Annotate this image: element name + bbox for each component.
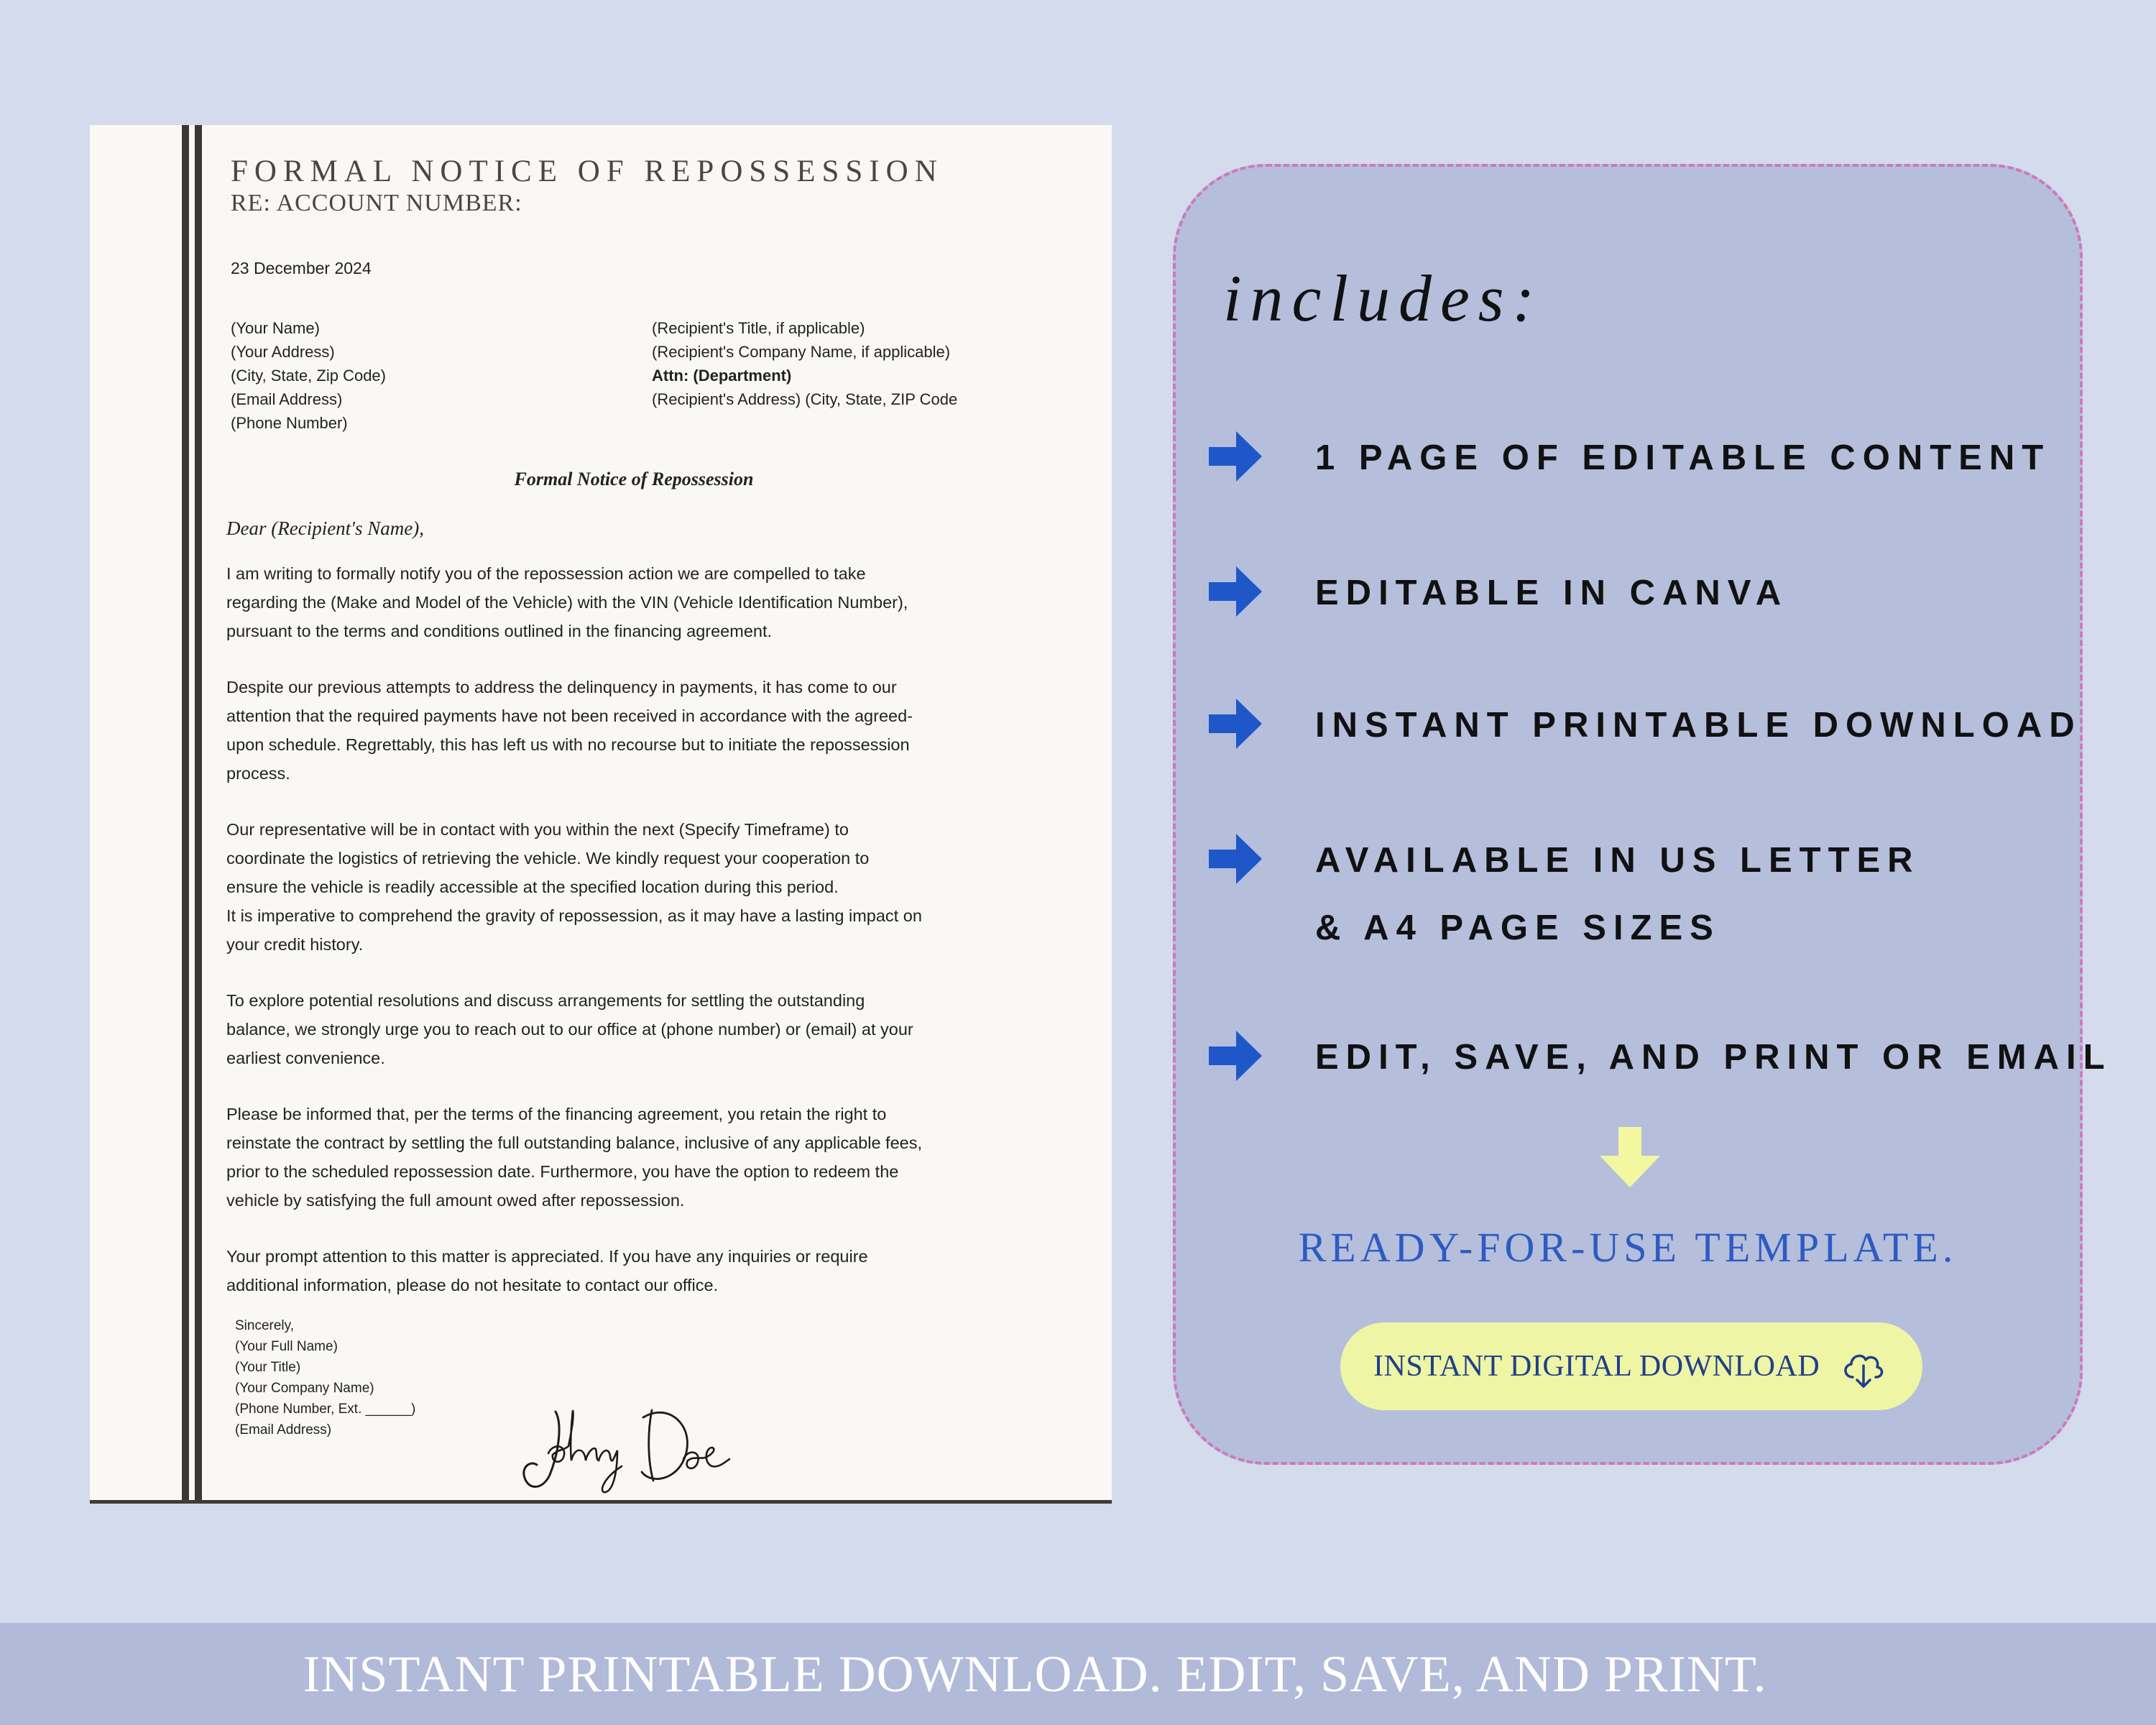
right-arrow-icon — [1209, 699, 1262, 749]
letter-date: 23 December 2024 — [231, 259, 372, 277]
body-line: process. — [226, 764, 290, 783]
body-line: coordinate the logistics of retrieving the vehicle. We kindly request your cooperation to — [226, 849, 870, 868]
body-line: Our representative will be in contact with you within the next (Specify Timeframe) to — [226, 820, 849, 839]
ready-tagline: READY-FOR-USE TEMPLATE. — [1298, 1224, 1958, 1271]
closing-line: (Email Address) — [235, 1422, 332, 1438]
body-line: reinstate the contract by settling the full outstanding balance, inclusive of any applicable fees, — [226, 1133, 923, 1152]
body-line: additional information, please do not hesitate to contact our office. — [226, 1276, 719, 1294]
feature-label-continued: & A4 PAGE SIZES — [1315, 908, 1720, 947]
body-paragraph — [226, 1100, 1038, 1215]
body-line: I am writing to formally notify you of the repossession action we are compelled to take — [226, 564, 866, 583]
sender-address-block — [231, 316, 386, 435]
document-title: FORMAL NOTICE OF REPOSSESSION — [231, 155, 944, 188]
body-line: prior to the scheduled repossession date. Furthermore, you have the option to redeem the — [226, 1162, 899, 1181]
body-paragraph — [226, 986, 1038, 1072]
body-line: your credit history. — [226, 935, 364, 954]
instant-download-button[interactable] — [1340, 1322, 1922, 1410]
right-arrow-icon — [1209, 1031, 1262, 1081]
includes-panel — [1173, 164, 2112, 1465]
includes-heading: includes: — [1223, 262, 1544, 335]
feature-label: INSTANT PRINTABLE DOWNLOAD — [1315, 706, 2082, 745]
body-line: Your prompt attention to this matter is appreciated. If you have any inquiries or require — [226, 1247, 868, 1266]
recipient-line: (Recipient's Address) (City, State, ZIP Code — [652, 390, 958, 408]
sender-line: (Phone Number) — [231, 414, 348, 432]
left-border-bar — [195, 125, 202, 1500]
document-page — [90, 125, 1112, 1504]
feature-label: AVAILABLE IN US LETTER — [1315, 841, 1920, 880]
body-paragraph — [226, 673, 1038, 788]
closing-line: (Phone Number, Ext. ______) — [235, 1402, 416, 1417]
account-number-line: RE: ACCOUNT NUMBER: — [231, 190, 522, 216]
closing-line: (Your Company Name) — [235, 1381, 374, 1396]
footer-banner — [0, 1623, 2156, 1725]
closing-line: (Your Title) — [235, 1360, 301, 1375]
body-line: Despite our previous attempts to address the delinquency in payments, it has come to our — [226, 678, 897, 696]
sender-line: (City, State, Zip Code) — [231, 367, 386, 385]
recipient-line: (Recipient's Title, if applicable) — [652, 319, 865, 337]
closing-block — [235, 1315, 415, 1440]
footer-text: INSTANT PRINTABLE DOWNLOAD. EDIT, SAVE, AND PRINT. — [303, 1645, 1767, 1703]
right-arrow-icon — [1209, 566, 1262, 617]
letter-subject: Formal Notice of Repossession — [514, 469, 754, 489]
right-arrow-icon — [1209, 431, 1262, 482]
download-button-label: INSTANT DIGITAL DOWNLOAD — [1373, 1350, 1820, 1383]
closing-line: (Your Full Name) — [235, 1339, 338, 1354]
handwritten-signature — [521, 1403, 751, 1496]
feature-label: 1 PAGE OF EDITABLE CONTENT — [1315, 438, 2051, 477]
feature-label: EDITABLE IN CANVA — [1315, 574, 1789, 612]
recipient-address-block — [652, 316, 957, 411]
body-line: attention that the required payments have not been received in accordance with the agreed- — [226, 707, 913, 725]
cloud-download-icon — [1840, 1344, 1886, 1390]
body-line: vehicle by satisfying the full amount owed after repossession. — [226, 1191, 685, 1210]
body-line: pursuant to the terms and conditions outlined in the financing agreement. — [226, 622, 773, 640]
body-line: regarding the (Make and Model of the Vehicle) with the VIN (Vehicle Identification Number), — [226, 593, 908, 612]
sender-line: (Your Name) — [231, 319, 320, 337]
sender-line: (Your Address) — [231, 343, 335, 361]
right-arrow-icon — [1209, 834, 1262, 884]
down-arrow-icon — [1600, 1127, 1660, 1187]
feature-label: EDIT, SAVE, AND PRINT OR EMAIL — [1315, 1038, 2112, 1077]
body-line: To explore potential resolutions and discuss arrangements for settling the outstanding — [226, 991, 865, 1010]
left-border-bar — [182, 125, 189, 1500]
body-line: upon schedule. Regrettably, this has left us with no recourse but to initiate the repossession — [226, 735, 910, 754]
body-line: earliest convenience. — [226, 1049, 385, 1067]
body-line: It is imperative to comprehend the gravity of repossession, as it may have a lasting impact on — [226, 906, 922, 925]
body-paragraph — [226, 815, 1038, 959]
letter-body — [226, 559, 1038, 1327]
body-paragraph — [226, 559, 1038, 645]
recipient-attn-line: Attn: (Department) — [652, 367, 792, 385]
salutation: Dear (Recipient's Name), — [226, 518, 424, 539]
closing-line: Sincerely, — [235, 1318, 295, 1333]
sender-line: (Email Address) — [231, 390, 343, 408]
body-line: balance, we strongly urge you to reach out to our office at (phone number) or (email) at your — [226, 1020, 913, 1039]
recipient-line: (Recipient's Company Name, if applicable) — [652, 343, 951, 361]
body-paragraph — [226, 1242, 1038, 1300]
body-line: ensure the vehicle is readily accessible at the specified location during this period. — [226, 878, 839, 896]
body-line: Please be informed that, per the terms of the financing agreement, you retain the right to — [226, 1105, 887, 1123]
